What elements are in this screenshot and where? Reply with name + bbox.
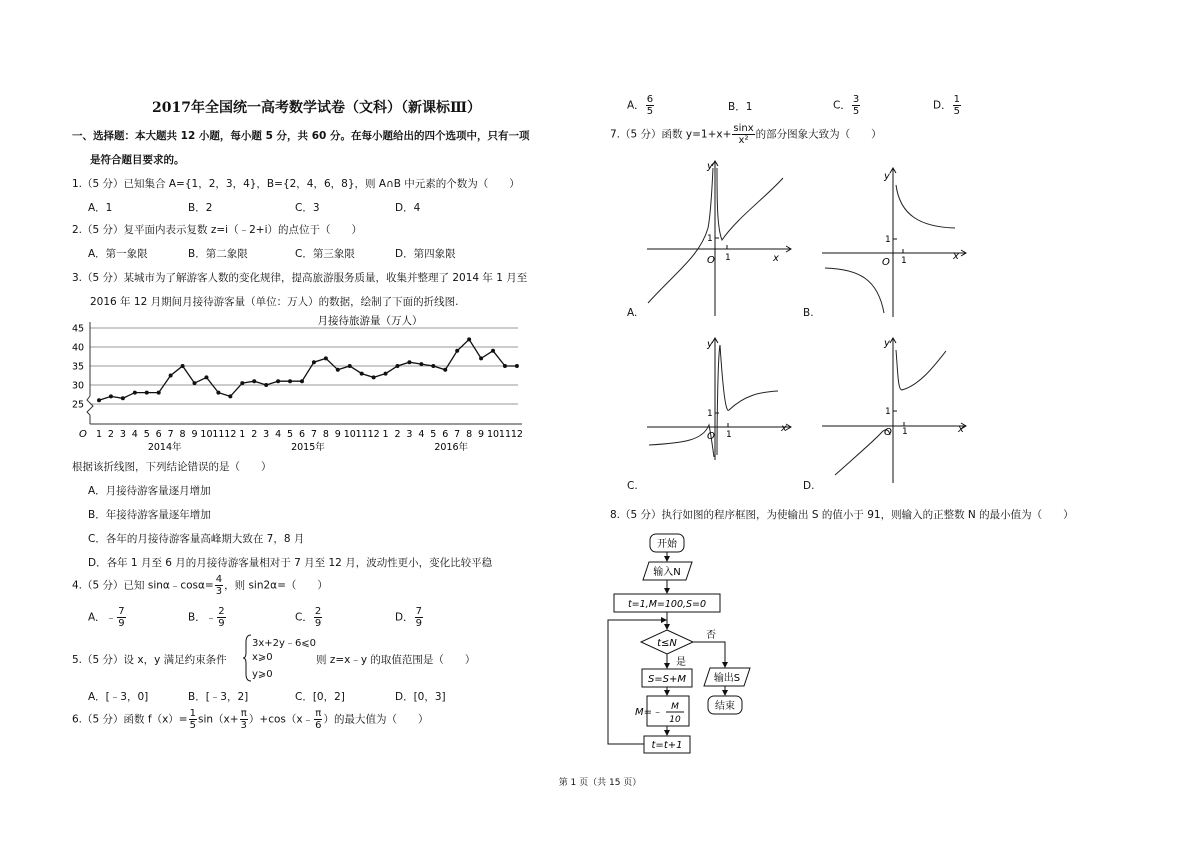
q5-option-c: C．[0，2] bbox=[295, 691, 345, 703]
q4-suffix: ，则 sin2α=（ ） bbox=[224, 579, 328, 592]
graph-a-x-one: 1 bbox=[725, 253, 731, 263]
q7-graph-c bbox=[645, 335, 795, 463]
q6-frac-2-num: π bbox=[240, 708, 247, 719]
graph-c-x-label: x bbox=[781, 423, 787, 434]
q6-d-label: D． bbox=[933, 99, 952, 112]
x-tick-label: 9 bbox=[191, 429, 198, 440]
flow-m-num: M bbox=[671, 702, 679, 712]
q5-option-b: B．[﹣3，2] bbox=[188, 691, 249, 703]
q4-num: 4 bbox=[215, 574, 223, 585]
x-tick-label: 3 bbox=[406, 429, 413, 440]
q6-frac-3 bbox=[314, 708, 322, 731]
flow-init-text: t=1,M=100,S=0 bbox=[627, 599, 707, 610]
chart-origin: O bbox=[79, 429, 87, 440]
section-heading-cont: 是符合题目要求的。 bbox=[90, 154, 185, 166]
x-tick-label: 10 bbox=[200, 429, 213, 440]
x-tick-label: 2 bbox=[394, 429, 401, 440]
flow-decision-text: t≤N bbox=[657, 638, 677, 649]
x-tick-label: 12 bbox=[510, 429, 523, 440]
q4-d-frac bbox=[415, 606, 423, 629]
q8-stem: 8.（5 分）执行如图的程序框图，为使输出 S 的值小于 91，则输入的正整数 N 的最小值为（ ） bbox=[610, 509, 1074, 521]
q6-d-frac bbox=[953, 94, 961, 117]
q4-b-num: 2 bbox=[218, 606, 225, 617]
x-tick-label: 8 bbox=[466, 429, 473, 440]
q6-c-frac bbox=[852, 94, 860, 117]
q4-stem bbox=[72, 574, 328, 597]
x-tick-label: 2 bbox=[107, 429, 114, 440]
data-point bbox=[443, 368, 447, 372]
q6-b-label: B． bbox=[728, 101, 746, 113]
data-point bbox=[300, 379, 304, 383]
series-line bbox=[99, 339, 517, 400]
x-tick-label: 9 bbox=[334, 429, 341, 440]
graph-b-curve-right bbox=[896, 185, 955, 228]
q5-constraint-2: x⩾0 bbox=[252, 652, 273, 663]
q6-a-label: A． bbox=[627, 99, 645, 112]
x-tick-label: 1 bbox=[382, 429, 389, 440]
flow-start-text: 开始 bbox=[657, 539, 677, 550]
q6-d-num: 1 bbox=[953, 94, 960, 105]
data-point bbox=[503, 364, 507, 368]
graph-b-y-one: 1 bbox=[885, 235, 891, 245]
data-point bbox=[372, 375, 376, 379]
q5-prefix: 5.（5 分）设 x，y 满足约束条件 bbox=[72, 654, 227, 666]
q7-stem bbox=[610, 123, 882, 146]
y-tick-label: 35 bbox=[72, 361, 85, 373]
data-point bbox=[133, 391, 137, 395]
q2-option-d: D．第四象限 bbox=[395, 248, 456, 260]
data-point bbox=[204, 375, 208, 379]
x-tick-label: 10 bbox=[343, 429, 356, 440]
x-tick-label: 1 bbox=[239, 429, 246, 440]
flow-t-update-text: t=t+1 bbox=[651, 740, 683, 751]
q6-stem bbox=[72, 708, 428, 731]
x-tick-label: 5 bbox=[143, 429, 150, 440]
q4-d-den: 9 bbox=[415, 618, 422, 629]
flow-no-label: 否 bbox=[706, 630, 716, 641]
y-tick-label: 30 bbox=[72, 380, 85, 392]
q4-option-b bbox=[188, 606, 227, 629]
data-point bbox=[455, 349, 459, 353]
graph-b-origin: O bbox=[882, 257, 890, 268]
q1-option-b: B．2 bbox=[188, 202, 213, 214]
q4-prefix: 4.（5 分）已知 sinα﹣cosα= bbox=[72, 579, 214, 592]
flow-end-text: 结束 bbox=[715, 701, 735, 712]
q6-suffix: ）的最大值为（ ） bbox=[323, 713, 429, 726]
graph-d-y-one: 1 bbox=[885, 407, 891, 417]
q4-a-frac bbox=[117, 606, 125, 629]
q5-constraint-3: y⩾0 bbox=[252, 669, 273, 680]
q6-a-den: 5 bbox=[646, 106, 654, 117]
y-tick-label: 40 bbox=[72, 342, 85, 354]
graph-b-curve-left bbox=[825, 268, 884, 313]
x-tick-label: 2 bbox=[251, 429, 258, 440]
data-point bbox=[431, 364, 435, 368]
q7-label-c: C. bbox=[627, 480, 638, 492]
data-point bbox=[145, 391, 149, 395]
x-tick-label: 7 bbox=[310, 429, 317, 440]
flow-arrow-no bbox=[693, 642, 725, 667]
flow-m-den: 10 bbox=[669, 715, 681, 725]
q1-option-a: A．1 bbox=[88, 202, 113, 214]
flow-m-update-text: M=﹣ bbox=[634, 707, 662, 718]
x-tick-label: 11 bbox=[498, 429, 512, 440]
q5-option-d: D．[0，3] bbox=[395, 691, 446, 703]
q6-c-label: C． bbox=[833, 99, 851, 112]
q6-a-frac bbox=[646, 94, 654, 117]
x-tick-label: 1 bbox=[95, 429, 103, 440]
q6-c-num: 3 bbox=[852, 94, 860, 105]
q4-b-label: B． bbox=[188, 611, 206, 624]
data-point bbox=[240, 381, 244, 385]
data-point bbox=[491, 349, 495, 353]
x-tick-label: 10 bbox=[486, 429, 500, 440]
data-point bbox=[181, 364, 185, 368]
data-point bbox=[121, 396, 125, 400]
data-point bbox=[228, 394, 232, 398]
data-point bbox=[419, 362, 423, 366]
x-tick-label: 6 bbox=[155, 429, 162, 440]
x-tick-label: 3 bbox=[119, 429, 126, 440]
flow-output-text: 输出S bbox=[713, 673, 741, 684]
graph-a-curve-right bbox=[717, 168, 783, 240]
q2-option-c: C．第三象限 bbox=[295, 248, 355, 260]
q4-b-sign: ﹣ bbox=[205, 611, 217, 624]
q2-option-a: A．第一象限 bbox=[88, 248, 148, 260]
section-heading: 一、选择题：本大题共 12 小题，每小题 5 分，共 60 分。在每小题给出的四个选项中，只有一项 bbox=[72, 130, 530, 142]
x-tick-label: 8 bbox=[179, 429, 186, 440]
data-point bbox=[396, 364, 400, 368]
q7-graph-b bbox=[820, 165, 970, 320]
q3-line-chart bbox=[70, 312, 530, 458]
q7-graph-a bbox=[645, 158, 795, 320]
graph-d-y-label: y bbox=[884, 338, 890, 349]
graph-c-y-label: y bbox=[707, 339, 713, 350]
x-tick-label: 7 bbox=[167, 429, 174, 440]
x-tick-label: 6 bbox=[298, 429, 306, 440]
q6-mid1: sin（x+ bbox=[197, 713, 239, 726]
graph-d-origin: O bbox=[884, 427, 892, 438]
graph-a-curve-left bbox=[648, 168, 713, 303]
q4-b-den: 9 bbox=[218, 618, 225, 629]
q3-stem-cont: 2016 年 12 月期间月接待游客量（单位：万人）的数据，绘制了下面的折线图. bbox=[90, 296, 459, 308]
q3-option-d: D．各年 1 月至 6 月的月接待游客量相对于 7 月至 12 月，波动性更小，变化比较平稳 bbox=[88, 557, 493, 569]
graph-d-curve-right bbox=[896, 350, 946, 390]
data-point bbox=[97, 398, 101, 402]
q7-label-a: A. bbox=[627, 307, 638, 319]
q3-option-c: C．各年的月接待游客量高峰期大致在 7，8 月 bbox=[88, 533, 305, 545]
x-tick-label: 11 bbox=[355, 429, 368, 440]
q7-num: sinx bbox=[733, 123, 754, 134]
q6-option-a bbox=[627, 94, 655, 117]
data-point bbox=[193, 381, 197, 385]
y-tick-label: 25 bbox=[72, 399, 85, 411]
q6-b-text: 1 bbox=[745, 101, 753, 113]
q1-option-c: C．3 bbox=[295, 202, 320, 214]
graph-c-origin: O bbox=[707, 431, 715, 442]
q4-option-a bbox=[88, 606, 127, 629]
q6-prefix: 6.（5 分）函数 f（x）= bbox=[72, 713, 188, 726]
q4-d-label: D． bbox=[395, 611, 414, 624]
data-point bbox=[407, 360, 411, 364]
q5-option-a: A．[﹣3，0] bbox=[88, 691, 149, 703]
graph-d-curve-left bbox=[835, 430, 890, 475]
q1-stem: 1.（5 分）已知集合 A={1，2，3，4}，B={2，4，6，8}，则 A∩B 中元素的个数为（ ） bbox=[72, 178, 520, 190]
data-point bbox=[467, 337, 471, 341]
q7-den: x² bbox=[738, 135, 749, 146]
q4-fraction bbox=[215, 574, 223, 597]
q3-after: 根据该折线图，下列结论错误的是（ ） bbox=[72, 461, 272, 473]
q4-b-frac bbox=[217, 606, 225, 629]
graph-d-x-one: 1 bbox=[902, 427, 908, 437]
flow-yes-label: 是 bbox=[676, 657, 686, 668]
graph-a-y-label: y bbox=[707, 161, 713, 172]
x-tick-label: 9 bbox=[478, 429, 485, 440]
x-tick-label: 4 bbox=[275, 429, 282, 440]
q4-a-den: 9 bbox=[118, 618, 125, 629]
x-tick-label: 7 bbox=[454, 429, 461, 440]
graph-a-origin: O bbox=[707, 255, 715, 266]
page-footer: 第 1 页（共 15 页） bbox=[558, 778, 642, 788]
graph-b-x-one: 1 bbox=[901, 256, 907, 266]
q2-option-b: B．第二象限 bbox=[188, 248, 248, 260]
flow-s-update-text: S=S+M bbox=[647, 674, 687, 685]
q4-a-sign: ﹣ bbox=[105, 611, 117, 624]
q4-option-c bbox=[295, 606, 323, 629]
axis-break-mark bbox=[87, 396, 93, 415]
x-tick-label: 12 bbox=[367, 429, 380, 440]
data-point bbox=[169, 374, 173, 378]
graph-b-x-label: x bbox=[953, 251, 959, 262]
q4-c-frac bbox=[314, 606, 322, 629]
data-point bbox=[288, 379, 292, 383]
data-point bbox=[157, 391, 161, 395]
q4-a-num: 7 bbox=[118, 606, 125, 617]
y-tick-label: 45 bbox=[72, 323, 85, 335]
q4-d-num: 7 bbox=[415, 606, 422, 617]
chart-title: 月接待旅游量（万人） bbox=[317, 315, 423, 327]
q2-stem: 2.（5 分）复平面内表示复数 z=i（﹣2+i）的点位于（ ） bbox=[72, 224, 362, 236]
data-point bbox=[264, 383, 268, 387]
q7-frac bbox=[732, 123, 754, 146]
q3-option-a: A．月接待游客量逐月增加 bbox=[88, 485, 211, 497]
data-point bbox=[276, 379, 280, 383]
q6-frac-1-den: 5 bbox=[189, 720, 196, 731]
q6-frac-1 bbox=[189, 708, 197, 731]
q6-frac-3-den: 6 bbox=[315, 720, 322, 731]
q4-a-label: A． bbox=[88, 611, 106, 624]
data-point bbox=[252, 379, 256, 383]
q6-frac-2-den: 3 bbox=[240, 720, 247, 731]
x-tick-label: 5 bbox=[430, 429, 437, 440]
data-point bbox=[336, 368, 340, 372]
data-point bbox=[515, 364, 519, 368]
q7-prefix: 7.（5 分）函数 y=1+x+ bbox=[610, 128, 732, 141]
x-tick-label: 4 bbox=[131, 429, 138, 440]
flow-input-text: 输入N bbox=[653, 567, 681, 578]
x-tick-label: 12 bbox=[224, 429, 237, 440]
q4-c-label: C． bbox=[295, 611, 313, 624]
x-tick-label: 8 bbox=[322, 429, 329, 440]
year-label: 2016年 bbox=[434, 442, 469, 453]
q3-option-b: B．年接待游客量逐年增加 bbox=[88, 509, 211, 521]
graph-a-x-label: x bbox=[773, 253, 779, 264]
graph-c-y-one: 1 bbox=[707, 409, 713, 419]
x-tick-label: 5 bbox=[287, 429, 294, 440]
q5-constraint-1: 3x+2y﹣6⩽0 bbox=[252, 638, 317, 649]
q4-c-num: 2 bbox=[314, 606, 322, 617]
q7-suffix: 的部分图象大致为（ ） bbox=[755, 128, 882, 141]
x-tick-label: 4 bbox=[418, 429, 425, 440]
q7-label-b: B. bbox=[803, 307, 814, 319]
data-point bbox=[348, 364, 352, 368]
x-tick-label: 3 bbox=[263, 429, 270, 440]
data-point bbox=[312, 360, 316, 364]
q5-suffix: 则 z=x﹣y 的取值范围是（ ） bbox=[316, 654, 476, 666]
q3-stem: 3.（5 分）某城市为了解游客人数的变化规律，提高旅游服务质量，收集并整理了 2014 年 1 月至 bbox=[72, 272, 528, 284]
x-tick-label: 11 bbox=[212, 429, 225, 440]
data-point bbox=[479, 356, 483, 360]
graph-d-x-label: x bbox=[958, 424, 964, 435]
page-title: 2017年全国统一高考数学试卷（文科）（新课标Ⅲ） bbox=[152, 100, 482, 116]
q6-option-d bbox=[933, 94, 962, 117]
q6-frac-2 bbox=[240, 708, 248, 731]
data-point bbox=[324, 356, 328, 360]
q6-d-den: 5 bbox=[953, 106, 960, 117]
graph-b-y-label: y bbox=[884, 171, 890, 182]
data-point bbox=[216, 391, 220, 395]
q6-c-den: 5 bbox=[852, 106, 860, 117]
data-point bbox=[109, 394, 113, 398]
q6-option-c bbox=[833, 94, 861, 117]
data-point bbox=[360, 372, 364, 376]
q6-option-b bbox=[728, 99, 752, 114]
q8-flowchart bbox=[600, 528, 770, 758]
q4-den: 3 bbox=[215, 586, 223, 597]
q6-frac-1-num: 1 bbox=[189, 708, 196, 719]
q1-option-d: D．4 bbox=[395, 202, 421, 214]
graph-c-curve-left bbox=[649, 425, 714, 457]
year-label: 2014年 bbox=[147, 442, 182, 453]
q4-option-d bbox=[395, 606, 424, 629]
q7-label-d: D. bbox=[803, 480, 815, 492]
x-tick-label: 6 bbox=[442, 429, 449, 440]
q6-frac-3-num: π bbox=[315, 708, 322, 719]
year-label: 2015年 bbox=[291, 442, 325, 453]
graph-c-x-one: 1 bbox=[726, 430, 732, 440]
data-point bbox=[384, 372, 388, 376]
graph-a-y-one: 1 bbox=[707, 234, 713, 244]
q6-a-num: 6 bbox=[646, 94, 654, 105]
q6-mid2: ）+cos（x﹣ bbox=[248, 713, 314, 726]
q7-graph-d bbox=[820, 335, 970, 485]
q4-c-den: 9 bbox=[314, 618, 322, 629]
